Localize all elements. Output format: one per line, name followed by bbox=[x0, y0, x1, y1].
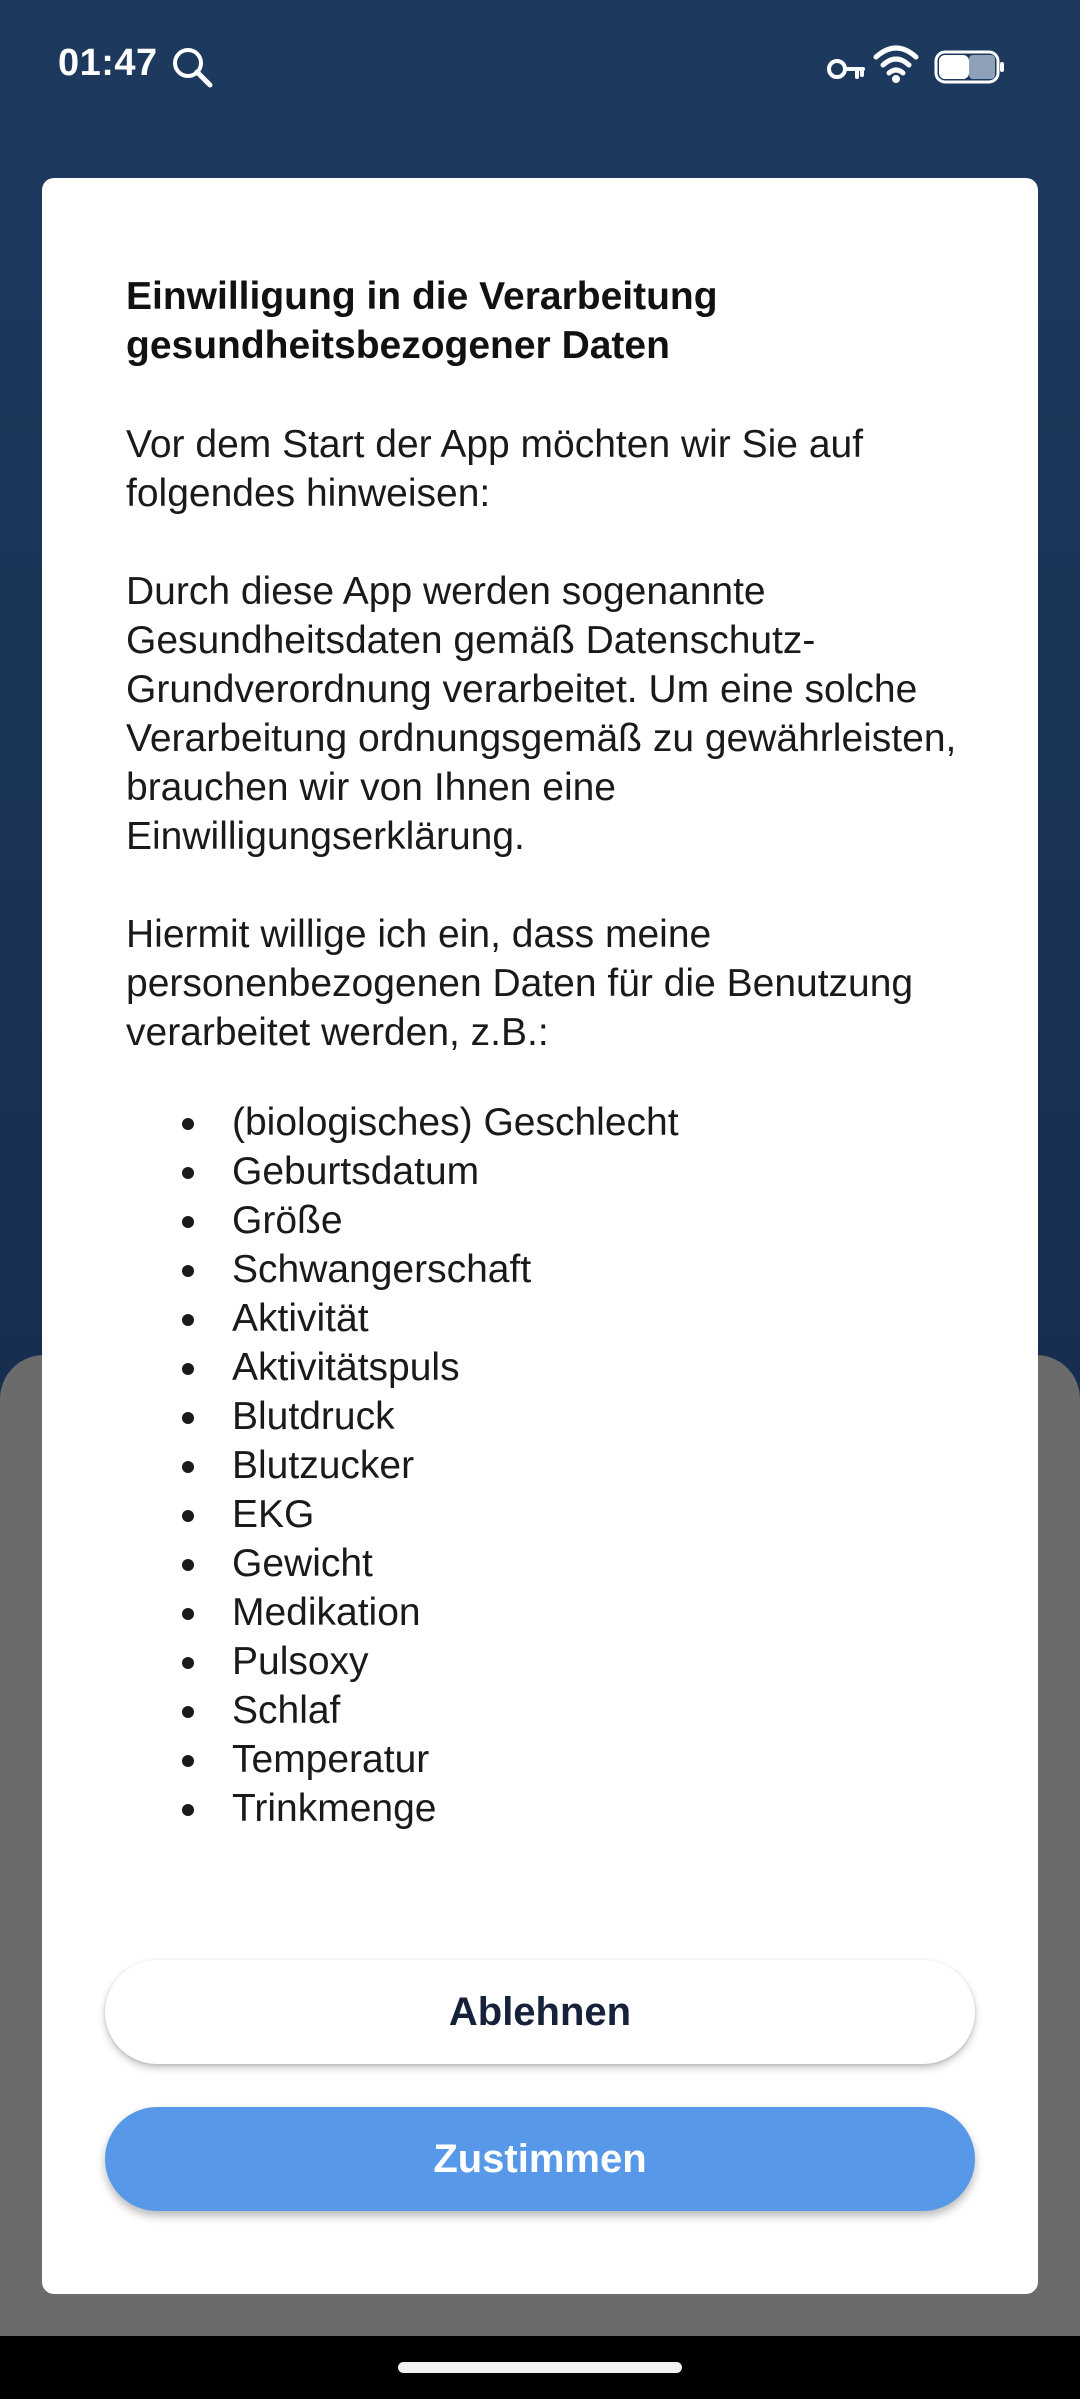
list-item: Medikation bbox=[162, 1588, 679, 1637]
search-icon bbox=[170, 45, 214, 89]
list-item: Gewicht bbox=[162, 1539, 679, 1588]
key-icon bbox=[826, 52, 866, 86]
list-item: Größe bbox=[162, 1196, 679, 1245]
decline-button[interactable]: Ablehnen bbox=[105, 1960, 975, 2064]
status-time: 01:47 bbox=[58, 42, 158, 84]
list-item: Blutzucker bbox=[162, 1441, 679, 1490]
consent-dialog bbox=[42, 178, 1038, 2294]
list-item: Geburtsdatum bbox=[162, 1147, 679, 1196]
list-item: Blutdruck bbox=[162, 1392, 679, 1441]
intro-text: Vor dem Start der App möchten wir Sie auf folgendes hinweisen: bbox=[126, 423, 864, 515]
list-item: Aktivitätspuls bbox=[162, 1343, 679, 1392]
list-item: Schlaf bbox=[162, 1686, 679, 1735]
dialog-title: Einwilligung in die Verarbeitung gesundheitsbezogener Daten bbox=[126, 275, 718, 367]
navigation-bar bbox=[0, 2336, 1080, 2399]
list-item: Pulsoxy bbox=[162, 1637, 679, 1686]
health-data-list bbox=[162, 1098, 679, 1833]
battery-icon bbox=[934, 50, 1006, 84]
consent-statement: Hiermit willige ich ein, dass meine personenbezogenen Daten für die Benutzung verarbeitet werden, z.B.: bbox=[126, 913, 914, 1054]
accept-button[interactable]: Zustimmen bbox=[105, 2107, 975, 2211]
wifi-icon bbox=[872, 44, 920, 84]
home-indicator[interactable] bbox=[398, 2362, 682, 2373]
list-item: Aktivität bbox=[162, 1294, 679, 1343]
list-item: Temperatur bbox=[162, 1735, 679, 1784]
list-item: EKG bbox=[162, 1490, 679, 1539]
list-item: Schwangerschaft bbox=[162, 1245, 679, 1294]
status-bar bbox=[0, 0, 1080, 135]
explanation-text: Durch diese App werden sogenannte Gesundheitsdaten gemäß Datenschutz-Grundverordnung verarbeitet. Um eine solche Verarbeitung ordnungsgemäß zu gewährleisten, brauchen wir von Ihnen eine Einwilligungserklärung. bbox=[126, 570, 957, 858]
list-item: (biologisches) Geschlecht bbox=[162, 1098, 679, 1147]
list-item: Trinkmenge bbox=[162, 1784, 679, 1833]
